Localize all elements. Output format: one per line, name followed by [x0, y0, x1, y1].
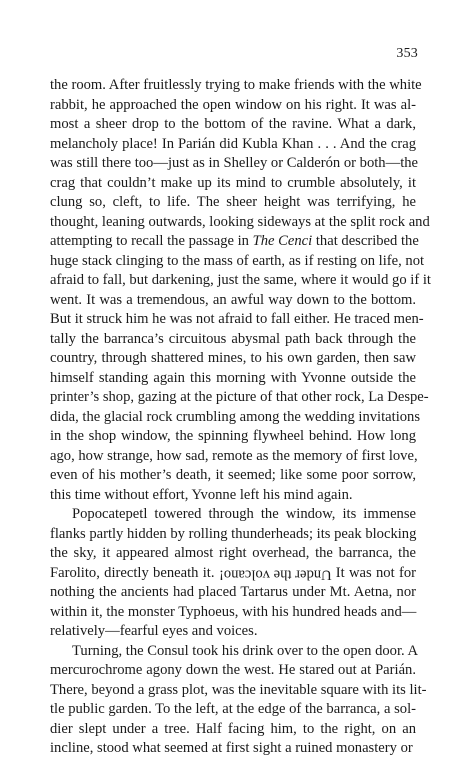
text-segment: ago, how strange, how sad, remote as the memory of first love, — [50, 447, 418, 464]
text-segment: flanks partly hidden by rolling thunderheads; its peak blocking — [50, 525, 417, 542]
text-line — [50, 76, 422, 96]
text-segment: in the shop window, the spinning flywheel behind. How long — [50, 428, 416, 444]
text-line — [50, 681, 427, 701]
text-segment: Popocatepetl towered through the window, its immense — [72, 506, 416, 522]
text-line — [50, 135, 416, 155]
text-line — [50, 115, 416, 135]
text-line — [50, 349, 416, 369]
text-line — [50, 622, 416, 642]
text-line — [50, 310, 424, 330]
text-segment: relatively—fearful eyes and voices. — [50, 623, 258, 639]
body-text — [50, 76, 431, 759]
text-segment: crag that couldn’t make up its mind to crumble absolutely, it — [50, 174, 416, 191]
text-line — [50, 447, 416, 467]
text-segment: Farolito, directly beneath it. — [50, 564, 219, 581]
text-line — [50, 193, 416, 213]
text-line — [50, 330, 416, 350]
text-line — [50, 739, 416, 759]
text-line — [50, 96, 416, 116]
text-segment: incline, stood what seemed at first sight a ruined monastery or — [50, 740, 413, 756]
text-line — [50, 486, 416, 506]
text-line — [50, 544, 416, 564]
text-segment: himself standing again this morning with Yvonne outside the — [50, 369, 416, 386]
text-segment: dier slept under a tree. Half facing him, to the right, on an — [50, 720, 416, 737]
text-line — [50, 700, 416, 720]
text-line — [50, 661, 416, 681]
text-segment: huge stack clinging to the mass of earth, as if resting on life, not — [50, 252, 425, 269]
text-segment: rabbit, he approached the open window on his right. It was al- — [50, 96, 416, 113]
text-segment: printer’s shop, gazing at the picture of that other rock, La Despe- — [50, 389, 429, 405]
text-segment: nothing the ancients had placed Tartarus under Mt. Aetna, nor — [50, 584, 416, 600]
paragraph — [50, 642, 427, 759]
text-line — [50, 252, 425, 272]
text-line — [50, 154, 419, 174]
text-line — [50, 603, 416, 623]
text-line — [50, 466, 416, 486]
text-segment: dida, the glacial rock crumbling among the wedding invitations — [50, 408, 421, 425]
text-line — [50, 174, 416, 194]
text-line — [50, 408, 421, 428]
text-segment: tally the barranca’s circuitous abysmal path back through the — [50, 330, 416, 347]
text-segment: Turning, the Consul took his drink over to the open door. A — [72, 642, 419, 659]
paragraph — [50, 76, 431, 505]
text-segment: tle public garden. To the left, at the edge of the barranca, a sol- — [50, 701, 416, 717]
text-line — [50, 369, 416, 389]
text-segment: most a sheer drop to the bottom of the ravine. What a dark, — [50, 116, 416, 132]
text-line — [50, 271, 431, 291]
text-segment: But it struck him he was not afraid to fall either. He traced men- — [50, 311, 424, 327]
text-line — [50, 720, 416, 740]
text-segment: country, through shattered mines, to his own garden, then saw — [50, 350, 416, 366]
text-line — [50, 642, 419, 662]
text-line — [50, 427, 416, 447]
text-line — [50, 291, 416, 311]
text-segment: It was not for — [331, 564, 416, 581]
paragraph — [50, 505, 416, 642]
text-line — [50, 583, 416, 603]
italic-title: The Cenci — [252, 233, 313, 249]
page-number: 353 — [396, 46, 418, 61]
text-segment: afraid to fall, but darkening, just the same, where it would go if it — [50, 272, 431, 288]
text-segment: attempting to recall the passage in — [50, 233, 253, 249]
text-line — [50, 505, 416, 525]
text-segment: thought, leaning outwards, looking sideways at the split rock and — [50, 213, 430, 230]
text-segment: this time without effort, Yvonne left his mind again. — [50, 486, 353, 503]
text-line — [50, 213, 430, 233]
text-segment: even of his mother’s death, it seemed; like some poor sorrow, — [50, 467, 416, 483]
text-segment: that described the — [312, 233, 419, 249]
text-segment: went. It was a tremendous, an awful way down to the bottom. — [50, 291, 416, 308]
text-segment: the sky, it appeared almost right overhead, the barranca, the — [50, 545, 416, 561]
text-line — [50, 388, 429, 408]
text-segment: melancholy place! In Parián did Kubla Khan . . . And the crag — [50, 135, 416, 152]
text-line — [50, 564, 416, 584]
text-line — [50, 525, 416, 545]
inverted-text: Under the volcano! — [218, 566, 332, 582]
text-segment: mercurochrome agony down the west. He stared out at Parián. — [50, 662, 416, 678]
text-segment: was still there too—just as in Shelley or Calderón or both—the — [50, 155, 419, 171]
text-segment: clung so, cleft, to life. The sheer height was terrifying, he — [50, 194, 416, 210]
text-segment: the room. After fruitlessly trying to make friends with the white — [50, 77, 422, 93]
text-line — [50, 232, 419, 252]
text-segment: There, beyond a grass plot, was the inevitable square with its lit- — [50, 681, 427, 698]
text-segment: within it, the monster Typhoeus, with his hundred heads and— — [50, 603, 417, 620]
